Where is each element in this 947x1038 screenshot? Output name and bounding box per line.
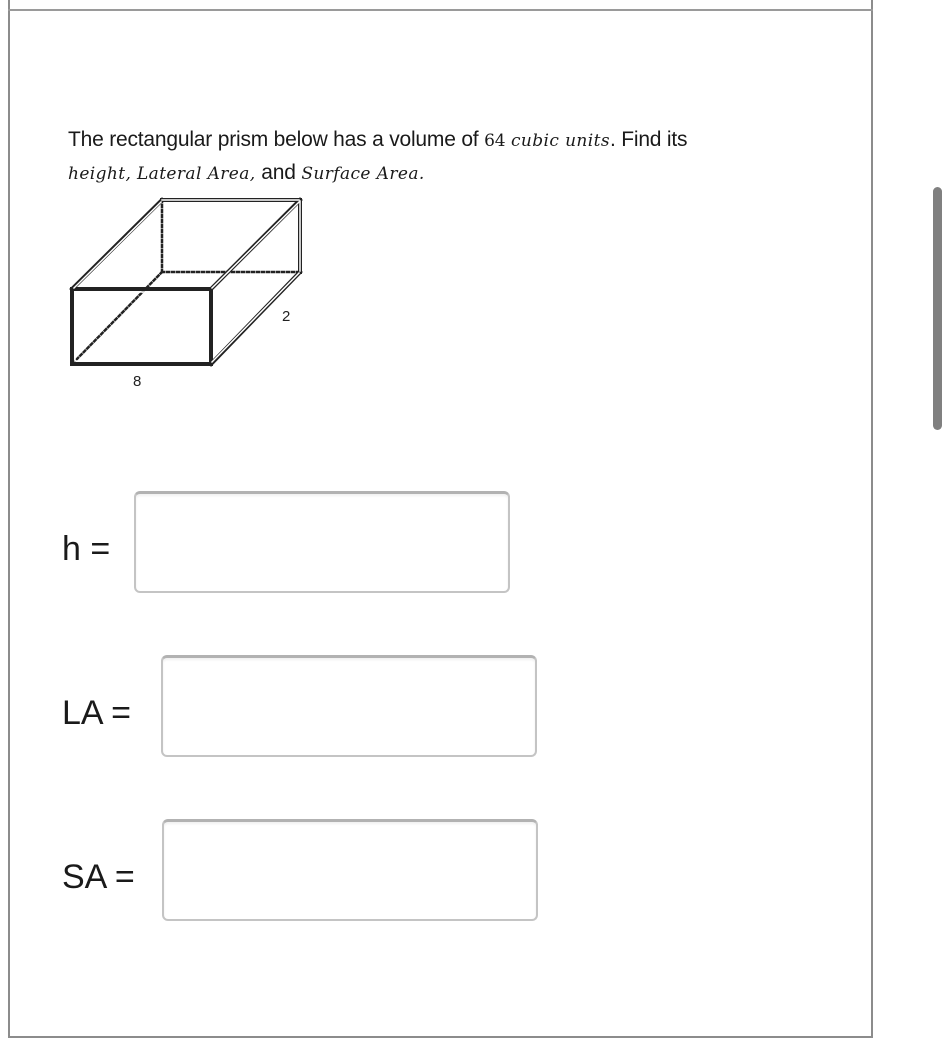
height-label: h =: [62, 530, 111, 568]
hidden-edge-diagonal: [74, 272, 162, 362]
length-label: 8: [133, 373, 142, 390]
volume-units: cubic units: [510, 131, 610, 151]
lateral-area-input[interactable]: [161, 655, 537, 757]
term-and: and: [261, 161, 296, 184]
panel-divider: [8, 9, 873, 11]
problem-text-find: . Find its: [609, 128, 688, 151]
term-surface-area: Surface Area: [301, 164, 419, 184]
vertical-scrollbar[interactable]: [933, 187, 942, 430]
height-input[interactable]: [134, 491, 510, 593]
problem-text-intro: The rectangular prism below has a volume of: [68, 128, 485, 151]
term-height: height: [68, 164, 126, 184]
rectangular-prism-diagram: [64, 192, 314, 392]
volume-value: 64: [484, 131, 506, 151]
problem-statement: The rectangular prism below has a volume of 64 cubic units. Find its height, Lateral Area, and Surface Area.: [68, 128, 688, 184]
lateral-area-label: LA =: [62, 694, 132, 732]
front-face-inner-gap: [75, 292, 208, 361]
surface-area-label: SA =: [62, 858, 135, 896]
term-lateral-area: Lateral Area: [136, 164, 250, 184]
front-face-outer: [72, 289, 211, 364]
width-label: 2: [282, 308, 291, 325]
surface-area-input[interactable]: [162, 819, 538, 921]
